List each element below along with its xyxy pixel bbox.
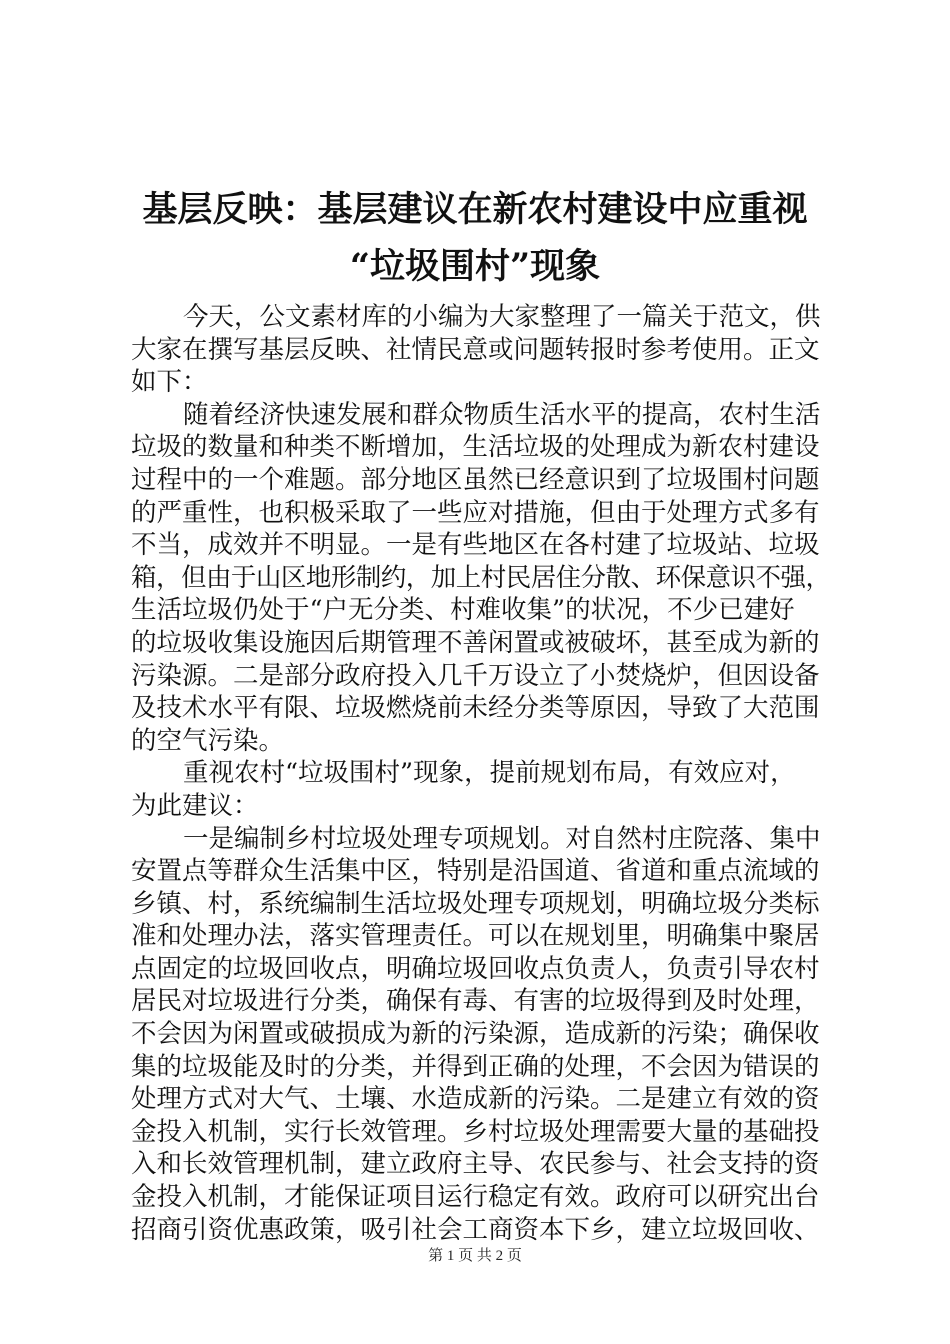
text-line: 的垃圾收集设施因后期管理不善闲置或被破坏，甚至成为新的 (131, 627, 820, 658)
document-body (131, 301, 831, 1246)
text-line: 污染源。二是部分政府投入几千万设立了小焚烧炉，但因设备 (131, 660, 820, 691)
text-line: 安置点等群众生活集中区，特别是沿国道、省道和重点流域的 (131, 856, 820, 887)
text-line: 一是编制乡村垃圾处理专项规划。对自然村庄院落、集中 (183, 823, 821, 854)
text-line: 招商引资优惠政策，吸引社会工商资本下乡，建立垃圾回收、 (131, 1214, 820, 1245)
text-line: 生活垃圾仍处于“户无分类、村难收集”的状况，不少已建好 (131, 595, 795, 626)
text-line: 入和长效管理机制，建立政府主导、农民参与、社会支持的资 (131, 1149, 820, 1180)
text-line: 点固定的垃圾回收点，明确垃圾回收点负责人，负责引导农村 (131, 953, 820, 984)
text-line: 乡镇、村，系统编制生活垃圾处理专项规划，明确垃圾分类标 (131, 888, 820, 919)
text-line: 大家在撰写基层反映、社情民意或问题转报时参考使用。正文 (131, 334, 820, 365)
text-line: 的空气污染。 (131, 725, 285, 756)
text-line: 金投入机制，实行长效管理。乡村垃圾处理需要大量的基础投 (131, 1116, 820, 1147)
text-line: 的严重性，也积极采取了一些应对措施，但由于处理方式多有 (131, 497, 820, 528)
text-line: 集的垃圾能及时的分类，并得到正确的处理，不会因为错误的 (131, 1051, 820, 1082)
text-line: 处理方式对大气、土壤、水造成新的污染。二是建立有效的资 (131, 1084, 820, 1115)
text-line: 随着经济快速发展和群众物质生活水平的提高，农村生活 (183, 399, 821, 430)
text-line: 箱，但由于山区地形制约，加上村民居住分散、环保意识不强， (131, 562, 831, 593)
text-line: 及技术水平有限、垃圾燃烧前未经分类等原因，导致了大范围 (131, 693, 820, 724)
document-title-line-2: “垃圾围村”现象 (349, 246, 601, 287)
text-line: 过程中的一个难题。部分地区虽然已经意识到了垃圾围村问题 (131, 464, 820, 495)
text-line: 居民对垃圾进行分类，确保有毒、有害的垃圾得到及时处理， (131, 986, 820, 1017)
text-line: 垃圾的数量和种类不断增加，生活垃圾的处理成为新农村建设 (131, 432, 820, 463)
text-line: 不当，成效并不明显。一是有些地区在各村建了垃圾站、垃圾 (131, 530, 820, 561)
text-line: 重视农村“垃圾围村”现象，提前规划布局，有效应对， (183, 758, 796, 789)
text-line: 金投入机制，才能保证项目运行稳定有效。政府可以研究出台 (131, 1182, 820, 1213)
document-title-line-1: 基层反映：基层建议在新农村建设中应重视 (142, 189, 808, 230)
text-line: 为此建议： (131, 790, 259, 821)
text-line: 今天，公文素材库的小编为大家整理了一篇关于范文，供 (183, 302, 821, 332)
text-line: 准和处理办法，落实管理责任。可以在规划里，明确集中聚居 (131, 921, 820, 952)
page-footer: 第 1 页 共 2 页 (428, 1248, 522, 1264)
text-line: 不会因为闲置或破损成为新的污染源，造成新的污染；确保收 (131, 1019, 820, 1050)
text-line: 如下： (131, 367, 208, 398)
